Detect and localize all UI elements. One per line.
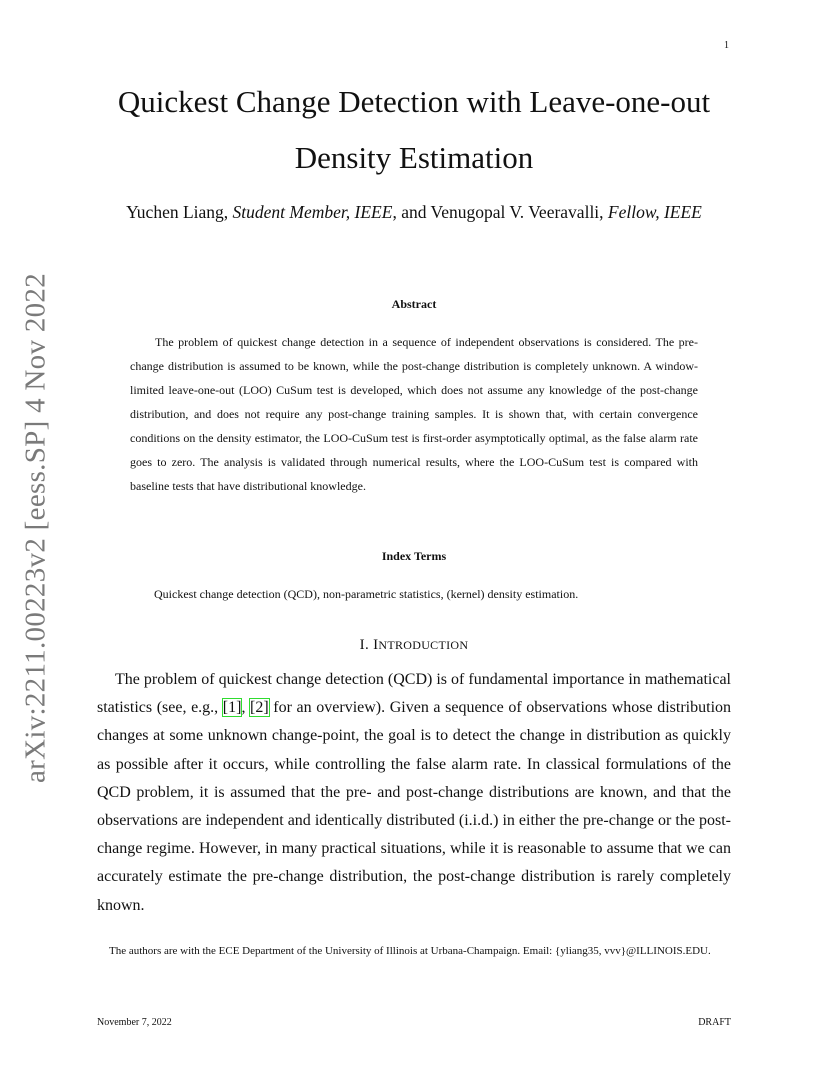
footer-draft-label: DRAFT (698, 1017, 731, 1028)
arxiv-identifier: arXiv:2211.00223v2 [eess.SP] 4 Nov 2022 (19, 272, 52, 784)
section-title-initial: I (373, 637, 379, 653)
author-list (90, 196, 738, 229)
index-terms-body: Quickest change detection (QCD), non-parametric statistics, (kernel) density estimation. (154, 587, 579, 601)
section-title-rest: NTRODUCTION (378, 638, 469, 652)
author-affiliation: Student Member, IEEE (232, 202, 393, 222)
author-name: Yuchen Liang, (126, 202, 229, 222)
citation-link[interactable]: [1] (222, 699, 242, 717)
abstract-body: The problem of quickest change detection in a sequence of independent observations is considered. The pre-change distribution is assumed to be known, while the post-change distribution is completely unknown. A window-limited leave-one-out (LOO) CuSum test is developed, which does not assume any knowledge of the post-change distribution, and does not require any post-change training samples. It is shown that, with certain convergence conditions on the density estimator, the LOO-CuSum test is first-order asymptotically optimal, as the false alarm rate goes to zero. The analysis is validated through numerical results, where the LOO-CuSum test is compared with baseline tests that have distributional knowledge. (130, 335, 698, 493)
intro-text-start: The problem of quickest change detection (QCD) is of fundamental importance in mathematical statistics (see, e.g., (97, 671, 731, 717)
author-connector: , and Venugopal V. Veeravalli, (392, 202, 604, 222)
section-number: I. (359, 637, 374, 653)
footer-date: November 7, 2022 (97, 1017, 172, 1028)
citation-link[interactable]: [2] (250, 699, 269, 717)
intro-separator: , (241, 699, 251, 717)
author-affiliation: Fellow, IEEE (607, 202, 702, 222)
author-footnote: The authors are with the ECE Department of the University of Illinois at Urbana-Champaign. Email: {yliang35, vvv}@ILLINOIS.EDU. (109, 945, 711, 957)
section-heading (0, 637, 828, 654)
intro-text-rest: for an overview). Given a sequence of observations whose distribution changes at some unknown change-point, the goal is to detect the change in distribution as quickly as possible after it occurs, while controlling the false alarm rate. In classical formulations of the QCD problem, it is assumed that the pre- and post-change distributions are known, and that the observations are independent and identically distributed (i.i.d.) in either the pre-change or the post-change regime. However, in many practical situations, while it is reasonable to assume that we can accurately estimate the pre-change distribution, the post-change distribution is rarely completely known. (97, 699, 732, 914)
abstract-heading: Abstract (391, 297, 437, 311)
index-terms-heading: Index Terms (381, 549, 447, 563)
introduction-paragraph (97, 666, 731, 920)
page-number: 1 (724, 40, 729, 51)
paper-title: Quickest Change Detection with Leave-one-out Density Estimation (117, 84, 711, 175)
